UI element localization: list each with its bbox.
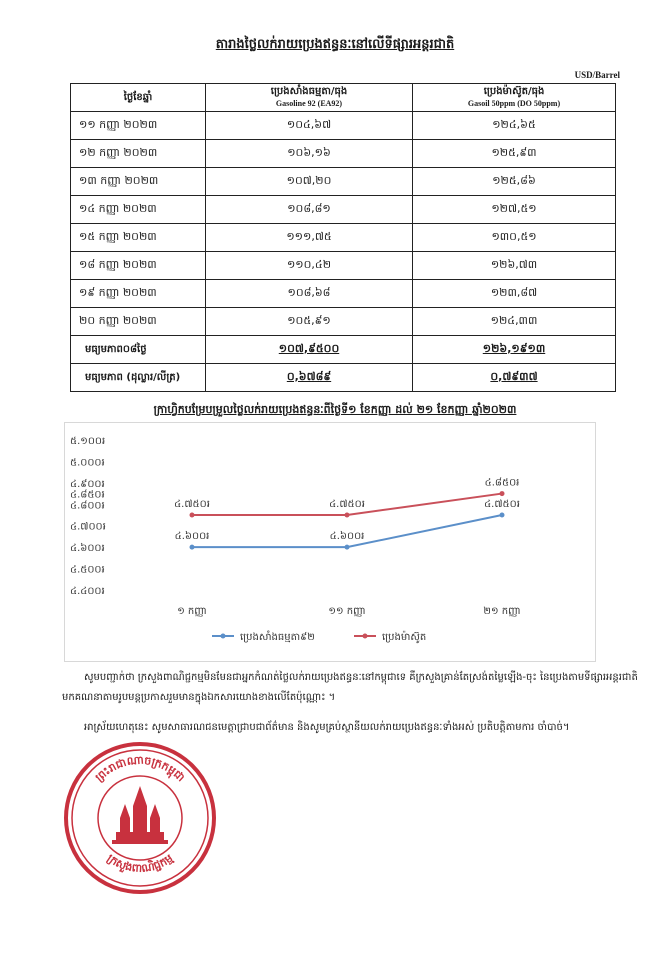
row-date: ១៥ កញ្ញា ២០២៣	[71, 224, 206, 252]
avg-litre-diesel: ០,៧៩៣៧	[413, 364, 616, 392]
row-diesel: ១២៧,៥១	[413, 196, 616, 224]
row-diesel: ១២៥,៩៣	[413, 140, 616, 168]
price-table	[70, 83, 616, 392]
row-date: ១១ កញ្ញា ២០២៣	[71, 112, 206, 140]
y-tick-label: ៤.៨០០៛	[70, 500, 105, 512]
row-gasoline: ១០៦,១៦	[206, 140, 413, 168]
data-label: ៤.៧៥០៛	[484, 499, 520, 510]
data-point	[500, 513, 505, 518]
avg-8days-diesel: ១២៦,១៩១៣	[413, 336, 616, 364]
y-tick-label: ៤.៦០០៛	[70, 543, 105, 555]
x-tick-label: ១១ កញ្ញា	[328, 606, 366, 617]
chart-title: ក្រាហ្វិកបម្រែបម្រួលថ្លៃលក់រាយប្រេងឥន្ធនៈពីថ្ងៃទី១ ខែកញ្ញា ដល់ ២១ ខែកញ្ញា ឆ្នាំ២០២៣	[153, 403, 517, 416]
ministry-seal-icon	[60, 738, 220, 898]
header-gasoline-sub: Gasoline 92 (EA92)	[275, 98, 343, 108]
data-label: ៤.៦០០៛	[174, 531, 210, 543]
legend-label: ប្រេងសាំងធម្មតា៩២	[240, 632, 315, 643]
header-diesel	[413, 84, 616, 112]
note-paragraph: សូមបញ្ជាក់ថា ក្រសួងពាណិជ្ជកម្មមិនមែនជាអ្នកកំណត់ថ្លៃលក់រាយប្រេងឥន្ធនៈនៅកម្ពុជាទេ គឺក្រសួងគ្រាន់តែស្រង់តម្លៃឡើង-ចុះ នៃប្រេងតាមទីផ្សារអន្តរជាតិ មកគណនាតាមរូបមន្តប្រកាសរួមមានក្នុងឯកសារយោងខាងលើតែប៉ុណ្ណោះ ។	[62, 672, 638, 703]
row-diesel: ១៣០,៥១	[413, 224, 616, 252]
table-row	[71, 196, 616, 224]
data-point	[345, 545, 350, 550]
y-tick-label: ៥.០០០៛	[70, 457, 105, 469]
table-row	[71, 252, 616, 280]
legend-marker	[221, 634, 226, 639]
x-tick-label: ១ កញ្ញា	[177, 606, 207, 617]
seal-top-text: ព្រះរាជាណាចក្រកម្ពុជា	[92, 753, 188, 785]
avg-8days-row	[71, 336, 616, 364]
row-gasoline: ១១១,៧៥	[206, 224, 413, 252]
table-row	[71, 112, 616, 140]
legend-label: ប្រេងម៉ាស៊ូត	[382, 632, 427, 643]
row-diesel: ១២៤,៦៥	[413, 112, 616, 140]
y-tick-label: ៤.៥០០៛	[70, 564, 105, 576]
row-diesel: ១២៥,៨៦	[413, 168, 616, 196]
price-line-chart	[64, 422, 596, 662]
data-point	[500, 491, 505, 496]
avg-litre-gasoline: ០,៦៧៨៩	[206, 364, 413, 392]
row-gasoline: ១០៤,៦៧	[206, 112, 413, 140]
data-label: ៤.៦០០៛	[329, 531, 365, 543]
row-diesel: ១២៤,៣៣	[413, 308, 616, 336]
avg-8days-gasoline: ១០៧,៩៥០០	[206, 336, 413, 364]
row-gasoline: ១០៥,៩១	[206, 308, 413, 336]
row-date: ១៩ កញ្ញា ២០២៣	[71, 280, 206, 308]
table-row	[71, 140, 616, 168]
data-label: ៤.៧៥០៛	[329, 499, 365, 510]
avg-litre-label: មធ្យមភាព (ដុល្លារ/លីត្រ)	[71, 364, 206, 392]
y-tick-label: ៥.១០០៛	[70, 436, 106, 447]
table-row	[71, 168, 616, 196]
row-gasoline: ១០៧,២០	[206, 168, 413, 196]
y-tick-label: ៤.៧០០៛	[70, 521, 106, 533]
avg-litre-row	[71, 364, 616, 392]
header-date: ថ្ងៃខែឆ្នាំ	[71, 84, 206, 112]
table-row	[71, 308, 616, 336]
legend-marker	[363, 634, 368, 639]
row-gasoline: ១០៨,៨១	[206, 196, 413, 224]
data-point	[190, 513, 195, 518]
row-diesel: ១២៦,៧៣	[413, 252, 616, 280]
data-point	[345, 513, 350, 518]
row-date: ២០ កញ្ញា ២០២៣	[71, 308, 206, 336]
row-date: ១៣ កញ្ញា ២០២៣	[71, 168, 206, 196]
data-label: ៤.៧៥០៛	[174, 499, 210, 510]
row-gasoline: ១១០,៤២	[206, 252, 413, 280]
data-point	[190, 545, 195, 550]
avg-8days-label: មធ្យមភាព០៨ថ្ងៃ	[71, 336, 206, 364]
row-date: ១២ កញ្ញា ២០២៣	[71, 140, 206, 168]
header-gasoline	[206, 84, 413, 112]
unit-label: USD/Barrel	[574, 70, 620, 80]
row-diesel: ១២៣,៨៧	[413, 280, 616, 308]
header-diesel-sub: Gasoil 50ppm (DO 50ppm)	[467, 98, 561, 108]
header-diesel-label: ប្រេងម៉ាស៊ូត/ធុង	[483, 85, 545, 97]
y-tick-label: ៤.៩០០៛	[70, 478, 105, 490]
table-row	[71, 224, 616, 252]
seal-bottom-text: ក្រសួងពាណិជ្ជកម្ម	[104, 851, 176, 876]
row-gasoline: ១០៨,៦៨	[206, 280, 413, 308]
y-tick-label: ៤.៨៥០៛	[70, 489, 105, 501]
header-gasoline-label: ប្រេងសាំងធម្មតា/ធុង	[270, 85, 348, 97]
data-label: ៤.៨៥០៛	[484, 477, 520, 489]
row-date: ១៨ កញ្ញា ២០២៣	[71, 252, 206, 280]
y-tick-label: ៤.៤០០៛	[70, 586, 105, 597]
document-title: តារាងថ្លៃលក់រាយប្រេងឥន្ធនៈនៅលើទីផ្សារអន្តរជាតិ	[215, 37, 455, 52]
x-tick-label: ២១ កញ្ញា	[483, 606, 521, 617]
table-header-row	[71, 84, 616, 112]
instruction-paragraph: អាស្រ័យហេតុនេះ សូមសាធារណជនមេត្តាជ្រាបជាព័ត៌មាន និងសូមគ្រប់ស្ថានីយលក់រាយប្រេងឥន្ធនៈទាំងអស់ ប្រតិបត្តិតាមការ ចាំបាច់។	[84, 722, 570, 733]
row-date: ១៤ កញ្ញា ២០២៣	[71, 196, 206, 224]
table-row	[71, 280, 616, 308]
